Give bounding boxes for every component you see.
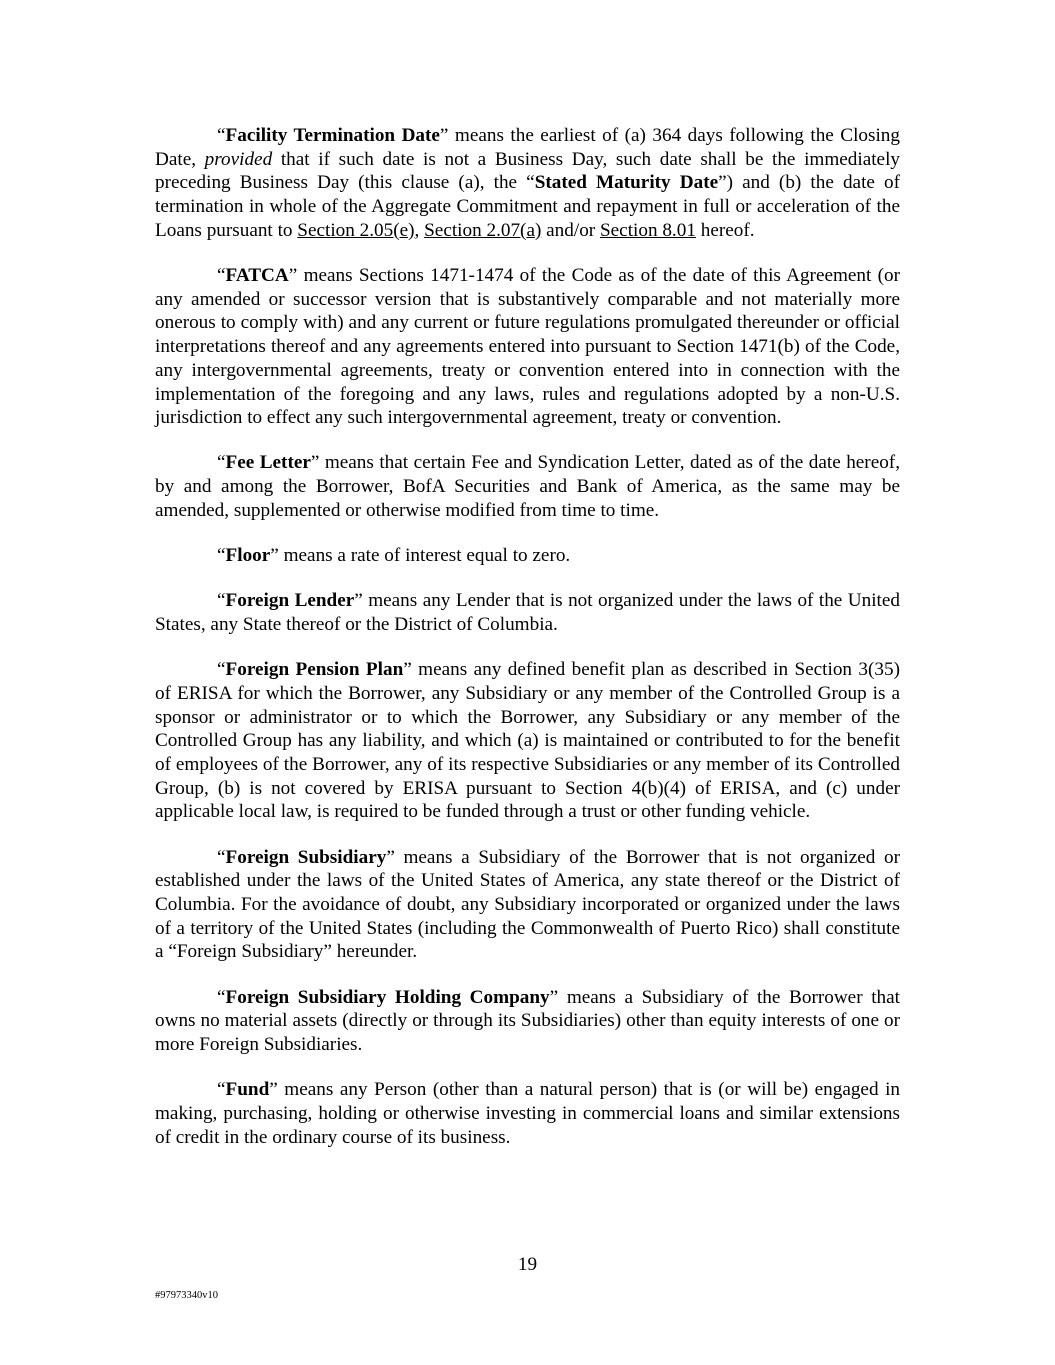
defined-term: FATCA [225,265,289,287]
definition-foreign-lender: “Foreign Lender” means any Lender that is not organized under the laws of the United States, any State thereof or the District of Columbia. [155,590,900,635]
paragraph-spacer [155,430,900,452]
defined-term: Stated Maturity Date [534,172,719,194]
definition-foreign-subsidiary: “Foreign Subsidiary” means a Subsidiary of the Borrower that is not organized or established under the laws of the United States of America, any state thereof or the District of Columbia. For the avoidance of doubt, any Subsidiary incorporated or organized under the laws of a territory of the United States (including the Commonwealth of Puerto Rico) shall constitute a “Foreign Subsidiary” hereunder. [155,846,900,963]
paragraph-spacer [155,964,900,986]
section-reference: Section 2.05(e) [297,219,415,241]
definition-facility-termination-date: “Facility Termination Date” means the earliest of (a) 364 days following the Closing Date, provided that if such date is not a Business Day, such date shall be the immediately preceding Business Day (this clause (a), the “Stated Maturity Date”) and (b) the date of termination in whole of the Aggregate Commitment and repayment in full or acceleration of the Loans pursuant to Section 2.05(e), Section 2.07(a) and/or Section 8.01 hereof. [155,125,901,241]
definition-foreign-pension-plan: “Foreign Pension Plan” means any defined benefit plan as described in Section 3(35) of ERISA for which the Borrower, any Subsidiary or any member of the Controlled Group is a sponsor or administrator or to which the Borrower, any Subsidiary or any member of the Controlled Group has any liability, and which (a) is maintained or contributed to for the benefit of employees of the Borrower, any of its respective Subsidiaries or any member of its Controlled Group, (b) is not covered by ERISA pursuant to Section 4(b)(4) of ERISA, and (c) under applicable local law, is required to be funded through a trust or other funding vehicle. [155,659,900,823]
definition-fatca: “FATCA” means Sections 1471-1474 of the Code as of the date of this Agreement (or any amended or successor version that is substantively comparable and not materially more onerous to comply with) and any current or future regulations promulgated thereunder or official interpretations thereof and any agreements entered into pursuant to Section 1471(b) of the Code, any intergovernmental agreements, treaty or convention entered into in connection with the implementation of the foregoing and any laws, rules and regulations adopted by a non-U.S. jurisdiction to effect any such intergovernmental agreement, treaty or convention. [155,265,900,429]
document-id: #97973340v10 [155,1290,218,1301]
paragraph-spacer [155,568,900,590]
section-reference: Section 8.01 [599,219,696,241]
page-number: 19 [517,1254,538,1275]
definition-fund: “Fund” means any Person (other than a natural person) that is (or will be) engaged in making, purchasing, holding or otherwise investing in commercial loans and similar extensions of credit in the ordinary course of its business. [155,1079,900,1148]
paragraph-spacer [155,523,900,545]
paragraph-spacer [155,637,900,659]
defined-term: Foreign Subsidiary Holding Company [225,986,550,1008]
definition-fee-letter: “Fee Letter” means that certain Fee and Syndication Letter, dated as of the date hereof, by and among the Borrower, BofA Securities and Bank of America, as the same may be amended, supplemented or otherwise modified from time to time. [155,452,900,521]
defined-term: Floor [225,545,271,567]
defined-term: Foreign Subsidiary [225,846,387,868]
definition-floor: “Floor” means a rate of interest equal to zero. [217,545,571,567]
paragraph-spacer [155,1057,900,1079]
document-body [155,124,900,1149]
defined-term: Facility Termination Date [225,125,440,146]
defined-term: Fee Letter [225,452,311,474]
paragraph-spacer [155,824,900,846]
paragraph-spacer [155,243,900,265]
proviso-emphasis: provided [204,148,273,170]
defined-term: Fund [225,1079,270,1101]
defined-term: Foreign Lender [225,590,355,612]
definition-foreign-subsidiary-holding-company: “Foreign Subsidiary Holding Company” means a Subsidiary of the Borrower that owns no material assets (directly or through its Subsidiaries) other than equity interests of one or more Foreign Subsidiaries. [155,986,900,1055]
defined-term: Foreign Pension Plan [225,659,404,681]
section-reference: Section 2.07(a) [424,219,542,241]
